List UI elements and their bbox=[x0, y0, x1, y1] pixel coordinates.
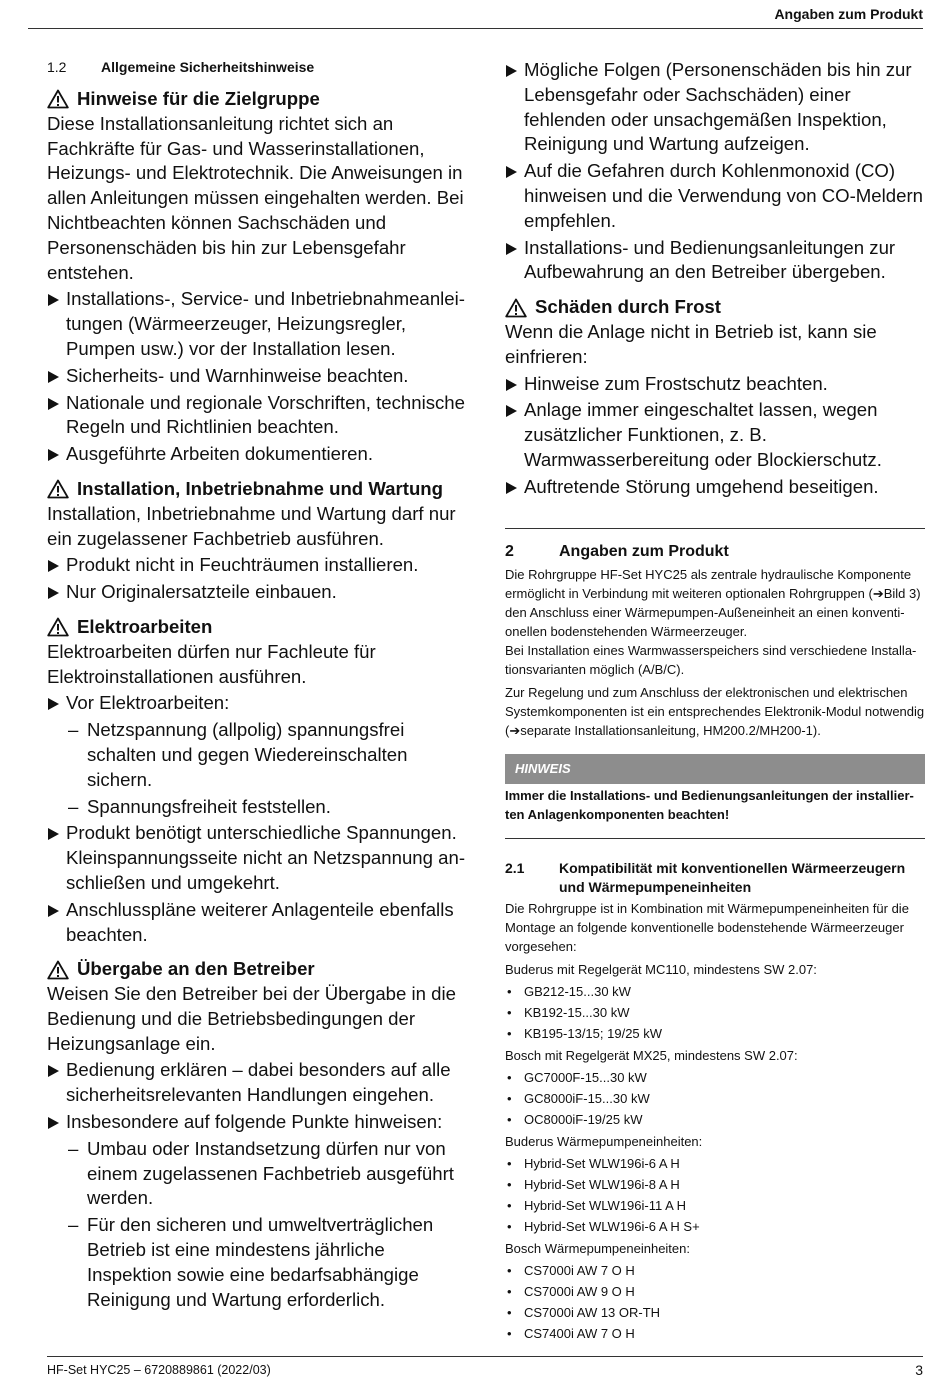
list-item: • Hybrid-Set WLW196i-11 A H bbox=[505, 1195, 925, 1216]
action-list bbox=[47, 1058, 467, 1312]
list-item: • GB212-15...30 kW bbox=[505, 981, 925, 1002]
sub-list bbox=[66, 718, 467, 819]
paragraph: Bei Installation eines Warmwasserspeichers sind verschiedene Installationsvarianten möglich (A/B/C). bbox=[505, 642, 917, 677]
block-intro: Diese Installationsanleitung richtet sich an Fachkräfte für Gas- und Wasserinstallationen, Heizungs- und Elektrotechnik. Die Anweisungen in allen Anleitungen müssen eingehalten werden. Bei Nichtbeachten können Sachschäden und Personenschäden bis hin zur Lebensgefahr entstehen. bbox=[47, 112, 464, 283]
warning-triangle-icon bbox=[47, 960, 69, 980]
warning-triangle-icon bbox=[505, 298, 527, 318]
section-title: Allgemeine Sicherheitshinweise bbox=[101, 59, 315, 75]
list-item: Installations-, Service- und Inbetriebnahmeanleitungen (Wärmeerzeuger, Heizungsregler, Pumpen usw.) vor der Installation lesen. bbox=[47, 287, 467, 361]
group-heading: Buderus mit Regelgerät MC110, mindestens SW 2.07: bbox=[505, 961, 817, 977]
header-rule bbox=[28, 28, 923, 29]
section-2-1-body bbox=[505, 899, 925, 1344]
notice-rule bbox=[505, 838, 925, 839]
warning-heading: Schäden durch Frost bbox=[505, 295, 925, 320]
paragraph: Zur Regelung und zum Anschluss der elektronischen und elektrischen Systemkomponenten ist ein entsprechendes Elektronik-Modul notwendig (➔separate Installationsanleitung, HM200.2/MH200-1). bbox=[505, 684, 925, 738]
list-item: • OC8000iF-19/25 kW bbox=[505, 1109, 925, 1130]
list-item: • Hybrid-Set WLW196i-6 A H S+ bbox=[505, 1216, 925, 1237]
warning-heading: Installation, Inbetriebnahme und Wartung bbox=[47, 477, 467, 502]
list-item: • CS7400i AW 7 O H bbox=[505, 1323, 925, 1344]
list-item: • KB195-13/15; 19/25 kW bbox=[505, 1023, 925, 1044]
block-intro: Elektroarbeiten dürfen nur Fachleute für Elektroinstallationen ausführen. bbox=[47, 640, 376, 687]
safety-block-uebergabe bbox=[47, 957, 467, 1312]
sub-list bbox=[66, 1137, 467, 1313]
list-item: • GC7000F-15...30 kW bbox=[505, 1067, 925, 1088]
notice-label: HINWEIS bbox=[505, 754, 925, 784]
footer-document-id: HF-Set HYC25 – 6720889861 (2022/03) bbox=[47, 1363, 271, 1377]
bullet-list bbox=[505, 1260, 925, 1344]
action-list bbox=[505, 58, 925, 285]
list-item: Produkt nicht in Feuchträumen installieren. bbox=[47, 553, 467, 578]
paragraph: Die Rohrgruppe ist in Kombination mit Wärmepumpeneinheiten für die Montage an folgende konventionelle bodenstehende Wärmeerzeuger vorgesehen: bbox=[505, 900, 909, 954]
action-list bbox=[47, 691, 467, 947]
bullet-list bbox=[505, 981, 925, 1044]
warning-heading: Übergabe an den Betreiber bbox=[47, 957, 467, 982]
section-2-body bbox=[505, 565, 925, 740]
list-item: Mögliche Folgen (Personenschäden bis hin zur Lebensgefahr oder Sachschäden) einer fehlenden oder unsachgemäßen Inspektion, Reinigung und Wartung aufzeigen. bbox=[505, 58, 925, 157]
bullet-list bbox=[505, 1153, 925, 1237]
section-rule bbox=[505, 528, 925, 529]
list-item: Anschlusspläne weiterer Anlagenteile ebenfalls beachten. bbox=[47, 898, 467, 948]
page-number: 3 bbox=[915, 1362, 923, 1378]
list-item: Bedienung erklären – dabei besonders auf alle sicherheitsrelevanten Handlungen eingehen. bbox=[47, 1058, 467, 1108]
section-number: 2.1 bbox=[505, 859, 525, 876]
running-header: Angaben zum Produkt bbox=[774, 6, 923, 22]
action-list bbox=[505, 372, 925, 500]
list-item: Vor Elektroarbeiten: – Netzspannung (allpolig) spannungsfrei schalten und gegen Wiedereinschalten sichern. – Spannungsfreiheit feststellen. bbox=[47, 691, 467, 819]
section-number: 1.2 bbox=[47, 59, 67, 75]
safety-block-frost bbox=[505, 295, 925, 499]
block-intro: Wenn die Anlage nicht in Betrieb ist, kann sie einfrieren: bbox=[505, 320, 877, 367]
right-column bbox=[505, 58, 925, 1346]
list-item: Installations- und Bedienungsanleitungen zur Aufbewahrung an den Betreiber übergeben. bbox=[505, 236, 925, 286]
group-heading: Bosch Wärmepumpeneinheiten: bbox=[505, 1240, 690, 1256]
list-item: Anlage immer eingeschaltet lassen, wegen zusätzlicher Funktionen, z. B. Warmwasserbereitung oder Blockierschutz. bbox=[505, 398, 925, 472]
action-list bbox=[47, 553, 467, 605]
list-item: • KB192-15...30 kW bbox=[505, 1002, 925, 1023]
section-heading-2-1 bbox=[505, 859, 925, 897]
footer-rule bbox=[47, 1356, 923, 1357]
paragraph: Die Rohrgruppe HF-Set HYC25 als zentrale hydraulische Komponente ermöglicht in Verbindung mit weiteren optionalen Rohrgruppen (➔Bild 3) den Anschluss einer Wärmepumpen-Außeneinheit an einen konventionellen bodenstehenden Wärmeerzeuger. bbox=[505, 566, 921, 639]
notice-box bbox=[505, 754, 925, 824]
sub-list-item: – Spannungsfreiheit feststellen. bbox=[66, 795, 467, 820]
action-list bbox=[47, 287, 467, 467]
list-item: Ausgeführte Arbeiten dokumentieren. bbox=[47, 442, 467, 467]
bullet-list bbox=[505, 1067, 925, 1130]
sub-list-item: – Umbau oder Instandsetzung dürfen nur von einem zugelassenen Fachbetrieb ausgeführt werden. bbox=[66, 1137, 467, 1211]
sub-list-item: – Netzspannung (allpolig) spannungsfrei schalten und gegen Wiedereinschalten sichern. bbox=[66, 718, 467, 792]
block-intro: Installation, Inbetriebnahme und Wartung darf nur ein zugelassener Fachbetrieb ausführen. bbox=[47, 502, 456, 549]
list-item: Hinweise zum Frostschutz beachten. bbox=[505, 372, 925, 397]
warning-triangle-icon bbox=[47, 617, 69, 637]
list-item: • CS7000i AW 13 OR-TH bbox=[505, 1302, 925, 1323]
list-item: Produkt benötigt unterschiedliche Spannungen. Kleinspannungsseite nicht an Netzspannung anschließen und umgekehrt. bbox=[47, 821, 467, 895]
section-number: 2 bbox=[505, 542, 514, 560]
list-item: Auftretende Störung umgehend beseitigen. bbox=[505, 475, 925, 500]
left-column bbox=[47, 58, 467, 1312]
group-heading: Buderus Wärmepumpeneinheiten: bbox=[505, 1133, 703, 1149]
warning-heading: Hinweise für die Zielgruppe bbox=[47, 87, 467, 112]
list-item: Nationale und regionale Vorschriften, technische Regeln und Richtlinien beachten. bbox=[47, 391, 467, 441]
section-title: Kompatibilität mit konventionellen Wärmeerzeugern und Wärmepumpeneinheiten bbox=[559, 859, 906, 895]
list-item: • Hybrid-Set WLW196i-8 A H bbox=[505, 1174, 925, 1195]
list-item: • CS7000i AW 7 O H bbox=[505, 1260, 925, 1281]
list-item: Auf die Gefahren durch Kohlenmonoxid (CO) hinweisen und die Verwendung von CO-Meldern empfehlen. bbox=[505, 159, 925, 233]
sub-list-item: – Für den sicheren und umweltverträglichen Betrieb ist eine mindestens jährliche Inspektion sowie eine bedarfsabhängige Reinigung und Wartung erforderlich. bbox=[66, 1213, 467, 1312]
safety-block-zielgruppe bbox=[47, 87, 467, 467]
safety-block-installation bbox=[47, 477, 467, 605]
continued-list bbox=[505, 58, 925, 285]
list-item: Nur Originalersatzteile einbauen. bbox=[47, 580, 467, 605]
safety-block-elektro bbox=[47, 615, 467, 947]
list-item: Sicherheits- und Warnhinweise beachten. bbox=[47, 364, 467, 389]
list-item: Insbesondere auf folgende Punkte hinweisen: – Umbau oder Instandsetzung dürfen nur von einem zugelassenen Fachbetrieb ausgeführt werden. – Für den sicheren und umweltverträglichen Betrieb ist eine mindestens jährliche Inspektion sowie eine bedarfsabhängige Reinigung und Wartung erforderlich. bbox=[47, 1110, 467, 1312]
section-title: Angaben zum Produkt bbox=[559, 542, 729, 560]
list-item: • CS7000i AW 9 O H bbox=[505, 1281, 925, 1302]
section-heading-1-2 bbox=[47, 58, 467, 77]
warning-triangle-icon bbox=[47, 479, 69, 499]
block-intro: Weisen Sie den Betreiber bei der Übergabe in die Bedienung und die Betriebsbedingungen der Heizungsanlage ein. bbox=[47, 983, 456, 1054]
list-item: • GC8000iF-15...30 kW bbox=[505, 1088, 925, 1109]
list-item: • Hybrid-Set WLW196i-6 A H bbox=[505, 1153, 925, 1174]
warning-triangle-icon bbox=[47, 89, 69, 109]
group-heading: Bosch mit Regelgerät MX25, mindestens SW 2.07: bbox=[505, 1047, 798, 1063]
section-heading-2 bbox=[505, 541, 925, 562]
warning-heading: Elektroarbeiten bbox=[47, 615, 467, 640]
notice-text: Immer die Installations- und Bedienungsanleitungen der installierten Anlagenkomponenten beachten! bbox=[505, 787, 914, 822]
